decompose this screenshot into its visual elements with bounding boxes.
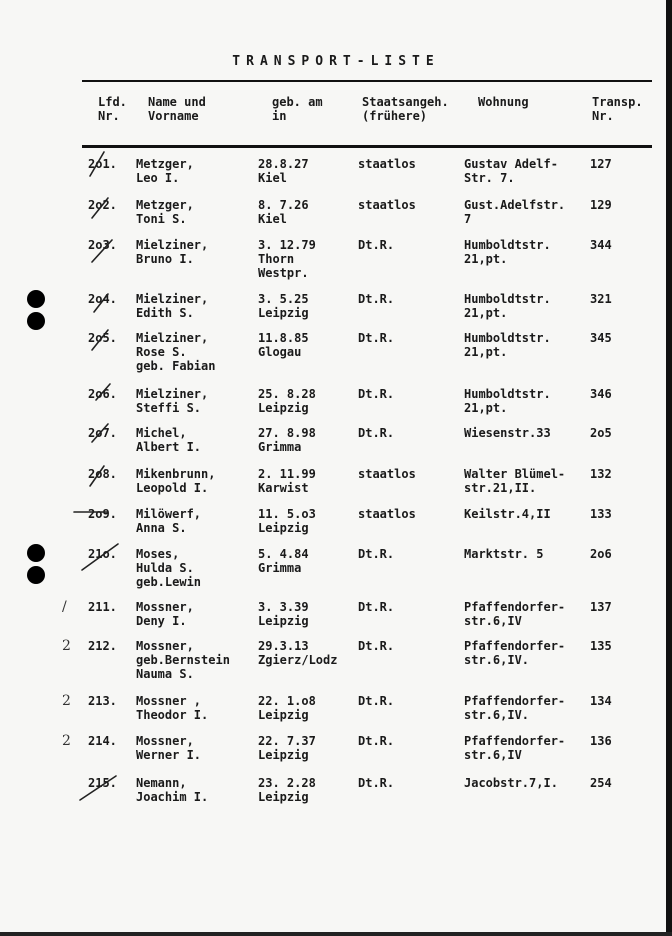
check-mark: [94, 294, 108, 312]
row-nationality: Dt.R.: [358, 694, 395, 708]
row-address: Gust.Adelfstr. 7: [464, 198, 566, 226]
row-birth: 22. 7.37 Leipzig: [258, 734, 316, 762]
check-mark: [90, 152, 104, 176]
row-name: Mossner , Theodor I.: [136, 694, 209, 722]
row-birth: 2. 11.99 Karwist: [258, 467, 316, 495]
row-name: Mossner, Deny I.: [136, 600, 194, 628]
row-transport-nr: 2o6: [590, 547, 612, 561]
row-nationality: Dt.R.: [358, 776, 395, 790]
row-address: Humboldtstr. 21,pt.: [464, 292, 551, 320]
row-birth: 3. 5.25 Leipzig: [258, 292, 309, 320]
row-number: 2o8.: [88, 467, 117, 481]
row-number: 21o.: [88, 547, 117, 561]
row-handwritten-mark: 2: [62, 638, 71, 654]
row-name: Michel, Albert I.: [136, 426, 202, 454]
row-birth: 11.8.85 Glogau: [258, 331, 309, 359]
row-number: 215.: [88, 776, 117, 790]
row-number: 211.: [88, 600, 117, 614]
row-name: Mielziner, Steffi S.: [136, 387, 209, 415]
row-transport-nr: 127: [590, 157, 612, 171]
row-handwritten-mark: 2: [62, 693, 71, 709]
row-transport-nr: 137: [590, 600, 612, 614]
row-birth: 23. 2.28 Leipzig: [258, 776, 316, 804]
row-nationality: staatlos: [358, 467, 416, 481]
row-birth: 22. 1.o8 Leipzig: [258, 694, 316, 722]
row-transport-nr: 134: [590, 694, 612, 708]
row-number: 212.: [88, 639, 117, 653]
row-name: Mielziner, Edith S.: [136, 292, 209, 320]
check-mark: [92, 198, 108, 218]
row-transport-nr: 346: [590, 387, 612, 401]
row-nationality: staatlos: [358, 198, 416, 212]
header-lfd-nr: Lfd. Nr.: [98, 95, 127, 123]
header-wohnung: Wohnung: [478, 95, 529, 109]
row-address: Pfaffendorfer- str.6,IV.: [464, 639, 566, 667]
row-address: Jacobstr.7,I.: [464, 776, 558, 790]
header-geb: geb. am in: [272, 95, 323, 123]
header-transport-nr: Transp. Nr.: [592, 95, 643, 123]
row-birth: 25. 8.28 Leipzig: [258, 387, 316, 415]
row-birth: 8. 7.26 Kiel: [258, 198, 309, 226]
row-name: Mikenbrunn, Leopold I.: [136, 467, 216, 495]
row-nationality: Dt.R.: [358, 387, 395, 401]
row-nationality: Dt.R.: [358, 331, 395, 345]
row-number: 2o4.: [88, 292, 117, 306]
check-mark: [90, 466, 104, 486]
row-nationality: Dt.R.: [358, 734, 395, 748]
row-birth: 29.3.13 Zgierz/Lodz: [258, 639, 338, 667]
row-nationality: Dt.R.: [358, 639, 395, 653]
row-address: Pfaffendorfer- str.6,IV: [464, 600, 566, 628]
row-name: Nemann, Joachim I.: [136, 776, 209, 804]
row-number: 2o6.: [88, 387, 117, 401]
row-transport-nr: 135: [590, 639, 612, 653]
row-transport-nr: 321: [590, 292, 612, 306]
row-number: 2o2.: [88, 198, 117, 212]
document-title: TRANSPORT-LISTE: [232, 54, 440, 69]
row-transport-nr: 345: [590, 331, 612, 345]
row-handwritten-mark: /: [62, 599, 67, 615]
check-mark: [92, 424, 108, 442]
row-nationality: Dt.R.: [358, 426, 395, 440]
row-transport-nr: 254: [590, 776, 612, 790]
row-transport-nr: 136: [590, 734, 612, 748]
row-name: Mielziner, Bruno I.: [136, 238, 209, 266]
row-nationality: staatlos: [358, 157, 416, 171]
row-address: Humboldtstr. 21,pt.: [464, 387, 551, 415]
row-nationality: staatlos: [358, 507, 416, 521]
row-nationality: Dt.R.: [358, 238, 395, 252]
row-number: 213.: [88, 694, 117, 708]
row-address: Keilstr.4,II: [464, 507, 551, 521]
row-birth: 5. 4.84 Grimma: [258, 547, 309, 575]
row-address: Gustav Adelf- Str. 7.: [464, 157, 558, 185]
row-name: Mossner, Werner I.: [136, 734, 202, 762]
row-address: Walter Blümel- str.21,II.: [464, 467, 566, 495]
row-number: 214.: [88, 734, 117, 748]
header-name: Name und Vorname: [148, 95, 206, 123]
row-address: Humboldtstr. 21,pt.: [464, 238, 551, 266]
row-transport-nr: 344: [590, 238, 612, 252]
row-transport-nr: 129: [590, 198, 612, 212]
header-staatsangehoerigkeit: Staatsangeh. (frühere): [362, 95, 449, 123]
row-name: Metzger, Leo I.: [136, 157, 194, 185]
row-address: Pfaffendorfer- str.6,IV.: [464, 694, 566, 722]
row-number: 2o3.: [88, 238, 117, 252]
row-address: Pfaffendorfer- str.6,IV: [464, 734, 566, 762]
row-birth: 3. 3.39 Leipzig: [258, 600, 309, 628]
row-nationality: Dt.R.: [358, 292, 395, 306]
row-birth: 3. 12.79 Thorn Westpr.: [258, 238, 316, 280]
row-address: Humboldtstr. 21,pt.: [464, 331, 551, 359]
row-birth: 11. 5.o3 Leipzig: [258, 507, 316, 535]
check-mark: [82, 544, 118, 570]
row-name: Mossner, geb.Bernstein Nauma S.: [136, 639, 230, 681]
row-name: Moses, Hulda S. geb.Lewin: [136, 547, 202, 589]
row-nationality: Dt.R.: [358, 600, 395, 614]
row-name: Milöwerf, Anna S.: [136, 507, 202, 535]
row-name: Mielziner, Rose S. geb. Fabian: [136, 331, 216, 373]
row-nationality: Dt.R.: [358, 547, 395, 561]
check-mark: [92, 240, 112, 262]
row-number: 2o1.: [88, 157, 117, 171]
row-handwritten-mark: 2: [62, 733, 71, 749]
row-number: 2o7.: [88, 426, 117, 440]
row-name: Metzger, Toni S.: [136, 198, 194, 226]
check-mark: [92, 330, 108, 350]
row-address: Wiesenstr.33: [464, 426, 551, 440]
row-transport-nr: 132: [590, 467, 612, 481]
row-number: 2o5.: [88, 331, 117, 345]
row-birth: 28.8.27 Kiel: [258, 157, 309, 185]
row-transport-nr: 2o5: [590, 426, 612, 440]
row-birth: 27. 8.98 Grimma: [258, 426, 316, 454]
row-transport-nr: 133: [590, 507, 612, 521]
row-number: 2o9.: [88, 507, 117, 521]
check-mark: [80, 776, 116, 800]
check-mark: [96, 384, 110, 400]
row-address: Marktstr. 5: [464, 547, 544, 561]
